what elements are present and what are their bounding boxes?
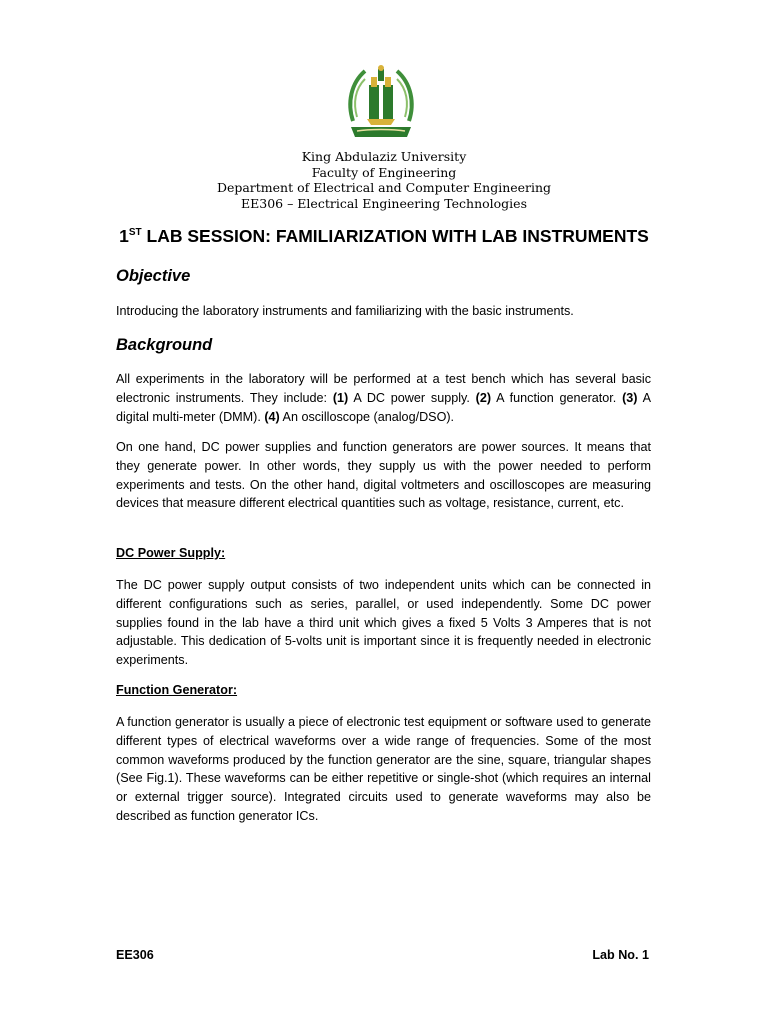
item-text: An oscilloscope (analog/DSO). (279, 409, 455, 424)
course-name: EE306 – Electrical Engineering Technologies (241, 195, 527, 211)
dc-power-supply-text: The DC power supply output consists of two independent units which can be connected in different configurations such as series, parallel, or used independently. Some DC power supplies found in the lab have a third unit which gives a fixed 5 Volts 3 Amperes that is not adjustable. This dedication of 5-volts unit is important since it is frequently needed in electronic experiments. (116, 578, 651, 668)
objective-heading: Objective (116, 267, 191, 285)
item-number: (4) (264, 409, 280, 424)
page-title (0, 226, 768, 247)
function-generator-heading: Function Generator: (116, 683, 238, 697)
title-superscript: ST (128, 227, 142, 238)
footer-lab-number: Lab No. 1 (592, 948, 649, 962)
document-header (0, 149, 768, 211)
dc-power-supply-heading: DC Power Supply: (116, 546, 226, 560)
faculty-name: Faculty of Engineering (311, 164, 457, 180)
item-number: (3) (622, 390, 638, 405)
footer-course-code: EE306 (116, 948, 154, 962)
function-generator-text: A function generator is usually a piece of electronic test equipment or software used to generate different types of electrical waveforms over a wide range of frequencies. Some of the most common waveforms produced by the function generator are the sine, square, triangular shapes (See Fig.1). These waveforms can be either repetitive or single-shot (which requires an internal or external trigger source). Integrated circuits used to generate waveforms may also be described as function generator ICs. (116, 715, 651, 823)
background-heading: Background (116, 336, 213, 354)
objective-text: Introducing the laboratory instruments and familiarizing with the basic instruments. (116, 304, 574, 318)
university-logo (345, 63, 417, 143)
department-name: Department of Electrical and Computer Engineering (216, 180, 552, 195)
item-text: A DC power supply. (348, 390, 476, 405)
title-number: 1 (119, 226, 129, 246)
background-intro: All experiments in the laboratory will be performed at a test bench which has several basic electronic instruments. They include: (116, 372, 651, 405)
item-number: (1) (332, 390, 349, 405)
item-text: A function generator. (491, 390, 623, 405)
background-paragraph-2: On one hand, DC power supplies and function generators are power sources. It means that they generate power. In other words, they supply us with the power needed to perform experiments and tests. On the other hand, digital voltmeters and oscilloscopes are measuring devices that measure different electrical quantities such as voltage, resistance, current, etc. (116, 440, 651, 511)
university-name: King Abdulaziz University (301, 149, 467, 164)
background-paragraph-1 (116, 370, 651, 426)
item-text: A digital multi-meter (DMM). (116, 390, 651, 424)
item-number: (2) (475, 390, 492, 405)
title-text: LAB SESSION: FAMILIARIZATION WITH LAB INSTRUMENTS (141, 226, 649, 246)
